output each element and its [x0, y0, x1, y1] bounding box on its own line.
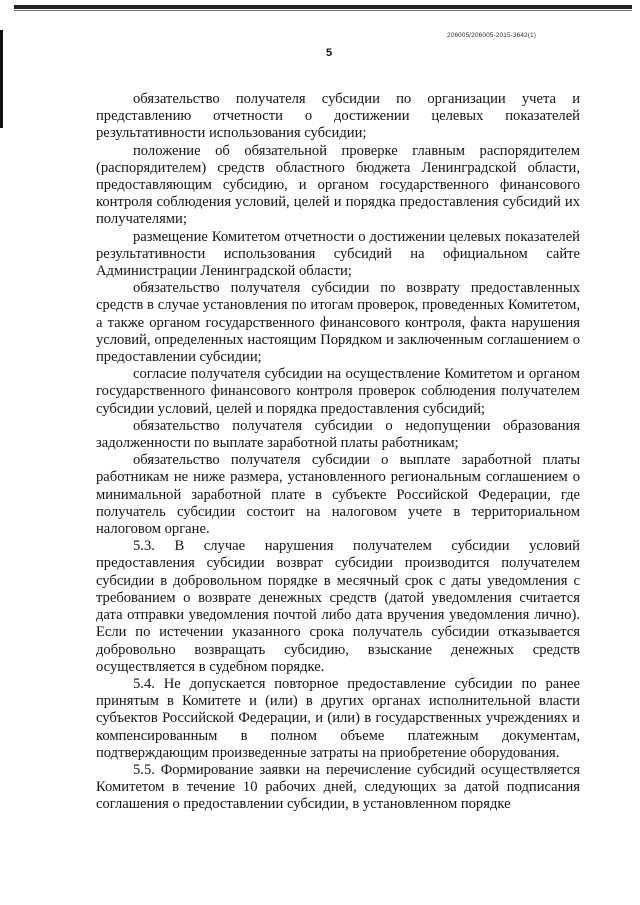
paragraph-report-publication: размещение Комитетом отчетности о достижении целевых показателей результативности использования субсидий на официальном сайте Администрации Ленинградской области;: [96, 228, 580, 280]
paragraph-no-wage-debt: обязательство получателя субсидии о недопущении образования задолженности по выплате заработной платы работникам;: [96, 417, 580, 452]
scan-edge-mark: [0, 30, 3, 128]
top-border-rule-thin: [14, 10, 632, 11]
paragraph-mandatory-audit: положение об обязательной проверке главным распорядителем (распорядителем) средств областного бюджета Ленинградской области, предоставляющим субсидию, и органом государственного финансового контроля соблюдения условий, целей и порядка предоставления субсидий их получателями;: [96, 142, 580, 228]
paragraph-5-5: 5.5. Формирование заявки на перечисление субсидий осуществляется Комитетом в течение 10 рабочих дней, следующих за датой подписания соглашения о предоставлении субсидии, в установленном порядке: [96, 761, 580, 813]
paragraph-audit-consent: согласие получателя субсидии на осуществление Комитетом и органом государственного финансового контроля проверок соблюдения получателем субсидии условий, целей и порядка предоставления субсидий;: [96, 366, 580, 417]
paragraph-reporting-obligation: обязательство получателя субсидии по организации учета и представлению отчетности о достижении целевых показателей результативности использования субсидии;: [96, 91, 580, 142]
paragraph-refund-obligation: обязательство получателя субсидии по возврату предоставленных средств в случае установления по итогам проверок, проведенных Комитетом, а также органом государственного финансового контроля, факта нарушения условий, определенных настоящим Порядком и заключенным соглашением о предоставлении субсидии;: [96, 280, 580, 366]
document-body: [96, 91, 580, 814]
paragraph-5-4: 5.4. Не допускается повторное предоставление субсидии по ранее принятым в Комитете и (или) в других органах исполнительной власти субъектов Российской Федерации, и (или) в государственных учреждениях и компенсированным в полном объеме платежным документам, подтверждающим произведенные затраты на приобретение оборудования.: [96, 675, 580, 761]
paragraph-5-3: 5.3. В случае нарушения получателем субсидии условий предоставления субсидии возврат субсидии производится получателем субсидии в добровольном порядке в месячный срок с даты уведомления с требованием о возврате денежных средств (датой уведомления считается дата отправки уведомления почтой либо дата вручения уведомления лично). Если по истечении указанного срока получатель субсидии отказывается добровольно возвращать субсидию, взыскание денежных средств осуществляется в судебном порядке.: [96, 538, 580, 675]
top-border-rule: [14, 5, 632, 9]
document-id: 206005/206005-2015-3642(1): [447, 32, 536, 39]
paragraph-minimum-wage: обязательство получателя субсидии о выплате заработной платы работникам не ниже размера, установленного региональным соглашением о минимальной заработной плате в субъекте Российской Федерации, где получатель субсидии состоит на налоговом учете в территориальном налоговом органе.: [96, 452, 580, 538]
page-number: 5: [325, 47, 333, 59]
